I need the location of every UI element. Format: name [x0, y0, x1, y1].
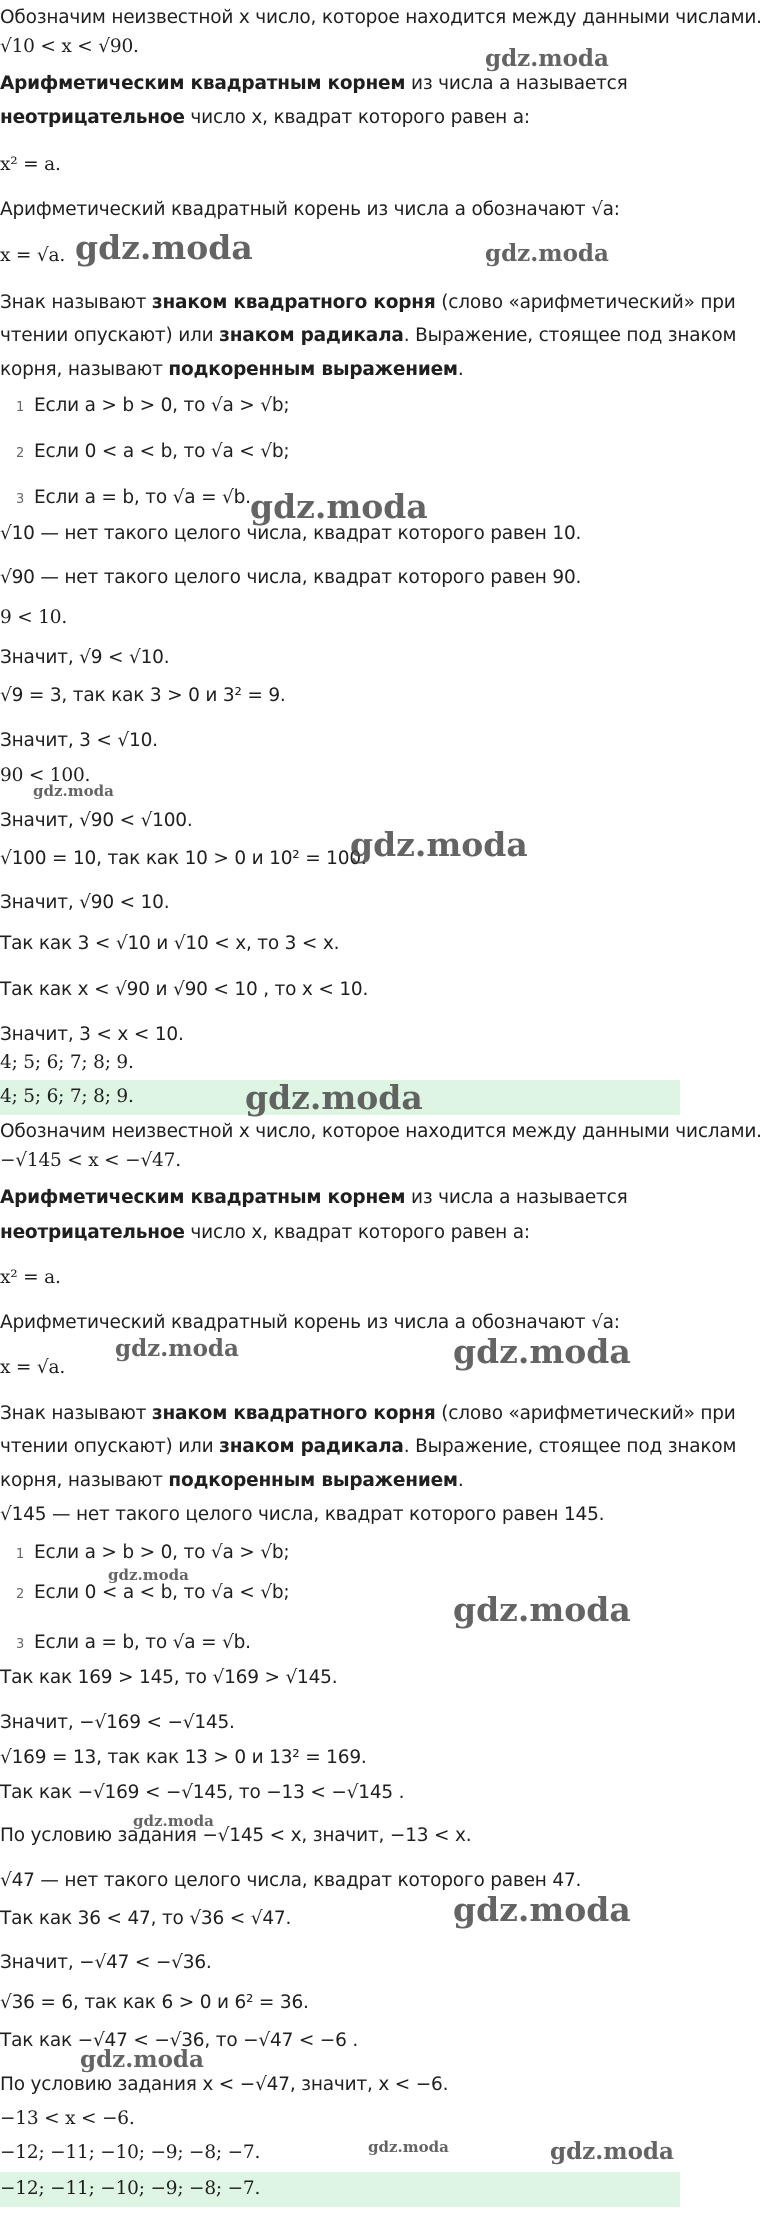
- watermark: gdz.moda: [453, 1890, 631, 1929]
- definition-line: [0, 1434, 736, 1460]
- text-line: Так как −√47 < −√36, то −√47 < −6 .: [0, 2030, 359, 2051]
- definition-line: [0, 357, 464, 383]
- list-text: Если 0 < a < b, то √a < √b;: [34, 441, 290, 462]
- text-line: √169 = 13, так как 13 > 0 и 13² = 169.: [0, 1747, 367, 1768]
- text-line: √10 — нет такого целого числа, квадрат которого равен 10.: [0, 523, 582, 544]
- text-line: Так как −√169 < −√145, то −13 < −√145 .: [0, 1782, 405, 1803]
- math-line: −12; −11; −10; −9; −8; −7.: [0, 2142, 261, 2163]
- list-number: 1: [16, 400, 25, 415]
- math-line: x² = a.: [0, 154, 61, 175]
- watermark: gdz.moda: [485, 240, 609, 267]
- text: .: [457, 359, 464, 380]
- text-line: Обозначим неизвестной x число, которое находится между данными числами.: [0, 1121, 762, 1142]
- math-line: −√145 < x < −√47.: [0, 1150, 181, 1171]
- list-number: 2: [16, 1587, 25, 1602]
- text-line: Значит, √90 < 10.: [0, 892, 170, 913]
- text: . Выражение, стоящее под знаком: [403, 325, 737, 346]
- answer-line: −12; −11; −10; −9; −8; −7.: [0, 2178, 261, 2199]
- list-text: Если a > b > 0, то √a > √b;: [34, 1542, 290, 1563]
- text: из числа a называется: [405, 73, 628, 94]
- watermark: gdz.moda: [250, 487, 428, 526]
- answer-line: 4; 5; 6; 7; 8; 9.: [0, 1086, 134, 1107]
- text: число x, квадрат которого равен a:: [184, 107, 530, 128]
- bold-term: знаком радикала: [219, 325, 404, 346]
- bold-term: подкоренным выражением: [168, 359, 458, 380]
- bold-term: Арифметическим квадратным корнем: [0, 1187, 406, 1208]
- text-line: √100 = 10, так как 10 > 0 и 10² = 100.: [0, 848, 367, 869]
- list-item: [0, 1580, 289, 1608]
- math-line: x = √a.: [0, 1357, 65, 1378]
- text-line: Так как x < √90 и √90 < 10 , то x < 10.: [0, 979, 369, 1000]
- math-line: −13 < x < −6.: [0, 2108, 135, 2129]
- text-line: √90 — нет такого целого числа, квадрат которого равен 90.: [0, 567, 582, 588]
- definition-line: [0, 1401, 736, 1427]
- math-line: x = √a.: [0, 245, 65, 266]
- definition-line: [0, 1220, 530, 1246]
- watermark: gdz.moda: [75, 228, 253, 267]
- list-item: [0, 393, 289, 421]
- text: .: [457, 1470, 464, 1491]
- list-number: 3: [16, 1637, 25, 1652]
- watermark: gdz.moda: [453, 1332, 631, 1371]
- text: Знак называют: [0, 292, 152, 313]
- text-line: Значит, √90 < √100.: [0, 810, 193, 831]
- list-text: Если a = b, то √a = √b.: [34, 487, 251, 508]
- text-line: √9 = 3, так как 3 > 0 и 3² = 9.: [0, 685, 286, 706]
- list-item: [0, 1540, 289, 1568]
- bold-term: знаком квадратного корня: [151, 292, 436, 313]
- bold-term: неотрицательное: [0, 107, 185, 128]
- bold-term: подкоренным выражением: [168, 1470, 458, 1491]
- text: корня, называют: [0, 1470, 169, 1491]
- list-item: [0, 485, 251, 513]
- list-text: Если a > b > 0, то √a > √b;: [34, 395, 290, 416]
- watermark: gdz.moda: [453, 1590, 631, 1629]
- text-line: Так как 36 < 47, то √36 < √47.: [0, 1908, 292, 1929]
- watermark: gdz.moda: [368, 2138, 449, 2156]
- definition-line: [0, 105, 530, 131]
- list-number: 2: [16, 446, 25, 461]
- list-text: Если 0 < a < b, то √a < √b;: [34, 1582, 290, 1603]
- text: (слово «арифметический» при: [435, 1403, 736, 1424]
- definition-line: [0, 1468, 464, 1494]
- math-line: 4; 5; 6; 7; 8; 9.: [0, 1052, 134, 1073]
- text-line: Арифметический квадратный корень из числа a обозначают √a:: [0, 1312, 620, 1333]
- watermark: gdz.moda: [133, 1812, 214, 1830]
- bold-term: знаком радикала: [219, 1436, 404, 1457]
- watermark: gdz.moda: [245, 1078, 423, 1117]
- watermark: gdz.moda: [350, 825, 528, 864]
- math-line: √10 < x < √90.: [0, 36, 139, 57]
- text: число x, квадрат которого равен a:: [184, 1222, 530, 1243]
- text-line: Значит, −√169 < −√145.: [0, 1712, 235, 1733]
- text-line: По условию задания x < −√47, значит, x < −6.: [0, 2074, 449, 2095]
- watermark: gdz.moda: [485, 45, 609, 72]
- list-number: 1: [16, 1547, 25, 1562]
- text: корня, называют: [0, 359, 169, 380]
- math-line: 9 < 10.: [0, 607, 68, 628]
- bold-term: Арифметическим квадратным корнем: [0, 73, 406, 94]
- text-line: √145 — нет такого целого числа, квадрат которого равен 145.: [0, 1504, 605, 1525]
- text: из числа a называется: [405, 1187, 628, 1208]
- text-line: Так как 169 > 145, то √169 > √145.: [0, 1667, 338, 1688]
- text-line: Обозначим неизвестной x число, которое находится между данными числами.: [0, 7, 762, 28]
- text-line: Так как 3 < √10 и √10 < x, то 3 < x.: [0, 933, 340, 954]
- list-item: [0, 1630, 251, 1658]
- definition-line: [0, 323, 736, 349]
- definition-line: [0, 290, 736, 316]
- text-line: Значит, 3 < √10.: [0, 730, 158, 751]
- text-line: √47 — нет такого целого числа, квадрат которого равен 47.: [0, 1870, 582, 1891]
- text-line: √36 = 6, так как 6 > 0 и 6² = 36.: [0, 1992, 309, 2013]
- text: Знак называют: [0, 1403, 152, 1424]
- watermark: gdz.moda: [550, 2138, 674, 2165]
- text: чтении опускают) или: [0, 325, 220, 346]
- text-line: Арифметический квадратный корень из числа a обозначают √a:: [0, 199, 620, 220]
- text: . Выражение, стоящее под знаком: [403, 1436, 737, 1457]
- list-number: 3: [16, 492, 25, 507]
- definition-line: [0, 71, 628, 97]
- watermark: gdz.moda: [108, 1566, 189, 1584]
- math-line: 90 < 100.: [0, 765, 91, 786]
- list-text: Если a = b, то √a = √b.: [34, 1632, 251, 1653]
- watermark: gdz.moda: [115, 1335, 239, 1362]
- bold-term: знаком квадратного корня: [151, 1403, 436, 1424]
- text-line: Значит, 3 < x < 10.: [0, 1024, 184, 1045]
- list-item: [0, 439, 289, 467]
- text-line: По условию задания −√145 < x, значит, −13 < x.: [0, 1825, 472, 1846]
- text-line: Значит, −√47 < −√36.: [0, 1952, 212, 1973]
- watermark: gdz.moda: [80, 2046, 204, 2073]
- text-line: Значит, √9 < √10.: [0, 647, 170, 668]
- text: (слово «арифметический» при: [435, 292, 736, 313]
- definition-line: [0, 1185, 628, 1211]
- watermark: gdz.moda: [33, 782, 114, 800]
- math-line: x² = a.: [0, 1267, 61, 1288]
- bold-term: неотрицательное: [0, 1222, 185, 1243]
- text: чтении опускают) или: [0, 1436, 220, 1457]
